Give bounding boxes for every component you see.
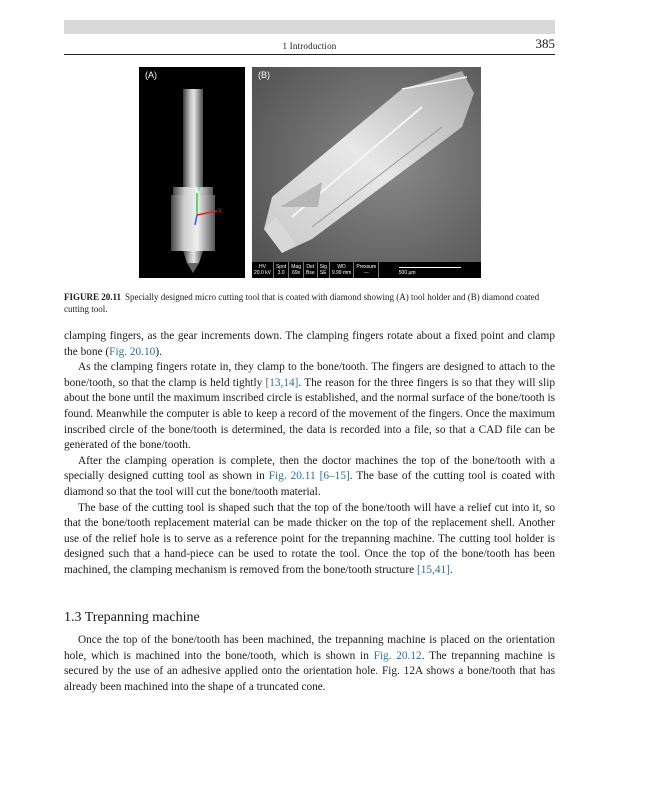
- section-paragraph-1-text: Once the top of the bone/tooth has been machined, the trepanning machine is placed on the orientation hole, which is machined into the bone/tooth, which is shown in: [64, 634, 555, 662]
- axis-y-label: Y: [197, 187, 202, 193]
- paragraph-3: [64, 454, 555, 501]
- scale-text: 500 μm: [398, 269, 416, 276]
- paragraph-1-end: ).: [155, 345, 162, 358]
- section-paragraph-1: [64, 633, 555, 695]
- caption-label: FIGURE 20.11: [64, 292, 122, 302]
- running-head: [64, 36, 555, 55]
- sem-mag: Mag 69x: [289, 262, 304, 278]
- paragraph-4: [64, 501, 555, 579]
- page-number: 385: [535, 36, 555, 51]
- xref-citation-13-14[interactable]: [13,14]: [265, 376, 299, 389]
- paragraph-2-text: As the clamping fingers rotate in, they clamp to the bone/tooth. The fingers are designed to attach to the bone/tooth, so that the clamp is held tightly: [64, 361, 555, 389]
- section-paragraph-1-text-2: . The trepanning machine is secured by the use of an adhesive applied onto the orientation hole. Fig. 12A shows a bone/tooth that has already been machined into the shape of a truncated cone.: [64, 649, 556, 693]
- paragraph-3-text: After the clamping operation is complete, then the doctor machines the top of the bone/tooth with a specially designed cutting tool as shown in: [64, 454, 555, 483]
- xref-citation-6-15[interactable]: [6–15]: [319, 470, 350, 483]
- figure-panel-b: [252, 67, 481, 278]
- sem-wd: WD 9.99 mm: [330, 262, 354, 278]
- sem-scale-bar: [379, 262, 481, 278]
- sem-spot: Spot 3.0: [274, 262, 289, 278]
- axis-x-label: X: [218, 209, 223, 215]
- figure-panel-a: [139, 67, 245, 278]
- figure-20-11: [139, 67, 481, 278]
- sem-hv: HV 20.0 kV: [252, 262, 274, 278]
- xref-citation-15-41[interactable]: [15,41]: [416, 563, 450, 576]
- sem-det: Det Bse: [304, 262, 318, 278]
- tool-holder-render: [139, 67, 245, 278]
- panel-a-label: (A): [145, 70, 157, 80]
- top-gray-bar: [64, 20, 555, 34]
- sem-info-bar: [252, 262, 481, 278]
- paragraph-4-text: The base of the cutting tool is shaped such that the top of the bone/tooth will have a relief cut into it, so that the bone/tooth replacement material can be made thicker on the top of the replacement shell. Another use of the relief hole is to serve as a reference point for the trepanning machine. The cutting tool holder is designed such that a hand-piece can be used to rotate the tool. Once the top of the bone/tooth has been machined, the clamping mechanism is removed from the bone/tooth structure: [64, 501, 555, 576]
- sem-sig: Sig SE: [318, 262, 330, 278]
- xref-fig-20-10[interactable]: Fig. 20.10: [109, 345, 156, 358]
- cutting-tool-sem-image: [252, 67, 481, 278]
- xref-fig-20-12[interactable]: Fig. 20.12: [373, 649, 422, 662]
- paragraph-1-text: clamping fingers, as the gear increments down. The clamping fingers rotate about a fixed point and clamp the bone (: [64, 330, 555, 358]
- paragraph-2-text-2: . The reason for the three fingers is so that they will slip about the bone until the maximum inscribed circle is established, and the normal surface of the bone/tooth is found. Meanwhile the computer is able to keep a record of the movement of the fingers. Once the maximum inscribed circle of the bone/tooth is determined, the data is recorded into a file, so that a CAD file can be generated of the bone/tooth.: [64, 376, 555, 452]
- paragraph-1: [64, 329, 555, 360]
- body-text: [64, 329, 555, 579]
- figure-caption: [64, 291, 555, 315]
- paragraph-4-end: .: [449, 563, 453, 576]
- panel-b-label: (B): [258, 70, 270, 80]
- paragraph-2: [64, 360, 555, 454]
- sem-pressure: Pressure ---: [354, 262, 379, 278]
- running-title: 1 Introduction: [282, 41, 337, 51]
- section-text: [64, 633, 555, 695]
- paragraph-3-text-2: . The base of the cutting tool is coated with diamond so that the tool will cut the bone/tooth material.: [64, 470, 556, 498]
- section-heading: 1.3 Trepanning machine: [64, 610, 200, 625]
- xref-fig-20-11[interactable]: Fig. 20.11: [268, 470, 316, 483]
- caption-text: Specially designed micro cutting tool that is coated with diamond showing (A) tool holder and (B) diamond coated cutting tool.: [64, 292, 540, 314]
